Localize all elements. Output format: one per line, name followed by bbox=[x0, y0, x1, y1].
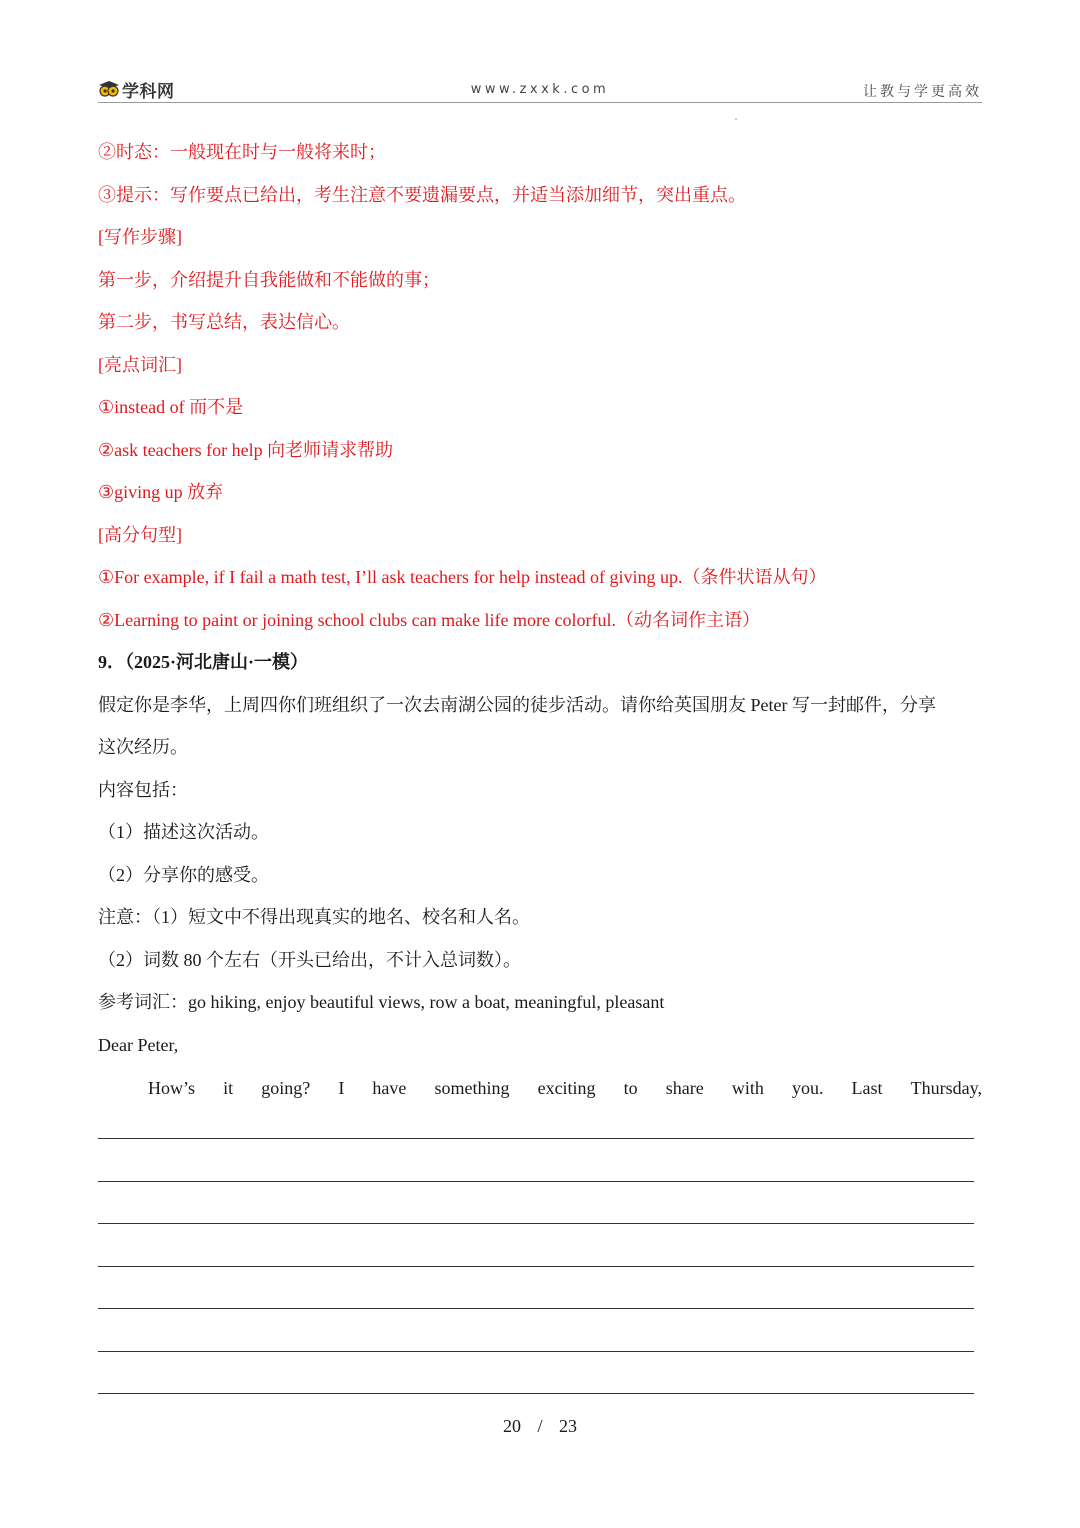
vocab-item-1: ①instead of 而不是 bbox=[98, 397, 244, 417]
page-number bbox=[0, 1414, 1080, 1438]
opening-word: going? bbox=[261, 1078, 311, 1098]
content-heading: 内容包括： bbox=[98, 780, 188, 800]
writing-line[interactable] bbox=[98, 1308, 974, 1309]
decorative-dot bbox=[735, 118, 737, 120]
opening-word: you. bbox=[791, 1078, 824, 1098]
opening-word: share bbox=[665, 1078, 704, 1098]
question-prompt-line-1: 假定你是李华，上周四你们班组织了一次去南湖公园的徒步活动。请你给英国朋友 Peter 写一封邮件，分享 bbox=[98, 695, 936, 715]
sentence-item-2: ②Learning to paint or joining school clubs can make life more colorful.（动名词作主语） bbox=[98, 610, 760, 630]
opening-word: have bbox=[372, 1078, 407, 1098]
opening-word: it bbox=[223, 1078, 234, 1098]
writing-line[interactable] bbox=[98, 1266, 974, 1267]
writing-line[interactable] bbox=[98, 1351, 974, 1352]
answer-tip: ③提示：写作要点已给出，考生注意不要遗漏要点，并适当添加细节，突出重点。 bbox=[98, 185, 746, 205]
opening-word: I bbox=[338, 1078, 345, 1098]
header-slogan: 让教与学更高效 bbox=[863, 84, 982, 100]
letter-salutation: Dear Peter, bbox=[98, 1035, 179, 1055]
opening-word: with bbox=[731, 1078, 764, 1098]
writing-line[interactable] bbox=[98, 1223, 974, 1224]
note-2: （2）词数 80 个左右（开头已给出，不计入总词数）。 bbox=[98, 950, 521, 970]
reference-words: 参考词汇：go hiking, enjoy beautiful views, row a boat, meaningful, pleasant bbox=[98, 992, 665, 1012]
letter-opening-line bbox=[98, 1075, 982, 1101]
answer-tense: ②时态：一般现在时与一般将来时； bbox=[98, 142, 386, 162]
page-total: 23 bbox=[559, 1416, 577, 1436]
opening-word: Last bbox=[851, 1078, 883, 1098]
note-1: 注意：（1）短文中不得出现真实的地名、校名和人名。 bbox=[98, 907, 530, 927]
page-current: 20 bbox=[502, 1416, 521, 1436]
opening-word: Thursday, bbox=[910, 1078, 982, 1098]
sentence-heading: [高分句型] bbox=[98, 525, 182, 545]
writing-line[interactable] bbox=[98, 1138, 974, 1139]
opening-word: something bbox=[434, 1078, 510, 1098]
question-prompt-line-2: 这次经历。 bbox=[98, 737, 188, 757]
writing-line[interactable] bbox=[98, 1393, 974, 1394]
steps-heading: [写作步骤] bbox=[98, 227, 182, 247]
question-number: 9．（2025·河北唐山·一模） bbox=[98, 652, 309, 672]
opening-word: to bbox=[623, 1078, 638, 1098]
content-point-1: （1）描述这次活动。 bbox=[98, 822, 269, 842]
site-url: www.zxxk.com bbox=[470, 82, 610, 97]
writing-line[interactable] bbox=[98, 1181, 974, 1182]
vocab-item-3: ③giving up 放弃 bbox=[98, 482, 224, 502]
page-header bbox=[98, 76, 982, 103]
content-point-2: （2）分享你的感受。 bbox=[98, 865, 269, 885]
sentence-item-1: ①For example, if I fail a math test, I’ll ask teachers for help instead of giving up.（条件状语从句） bbox=[98, 567, 827, 587]
logo-text: 学科网 bbox=[122, 81, 175, 102]
opening-word: exciting bbox=[537, 1078, 596, 1098]
step-two: 第二步，书写总结，表达信心。 bbox=[98, 312, 350, 332]
vocab-heading: [亮点词汇] bbox=[98, 355, 182, 375]
step-one: 第一步，介绍提升自我能做和不能做的事； bbox=[98, 270, 440, 290]
page-separator: / bbox=[537, 1416, 543, 1436]
vocab-item-2: ②ask teachers for help 向老师请求帮助 bbox=[98, 440, 394, 460]
opening-word: How’s bbox=[148, 1078, 196, 1098]
